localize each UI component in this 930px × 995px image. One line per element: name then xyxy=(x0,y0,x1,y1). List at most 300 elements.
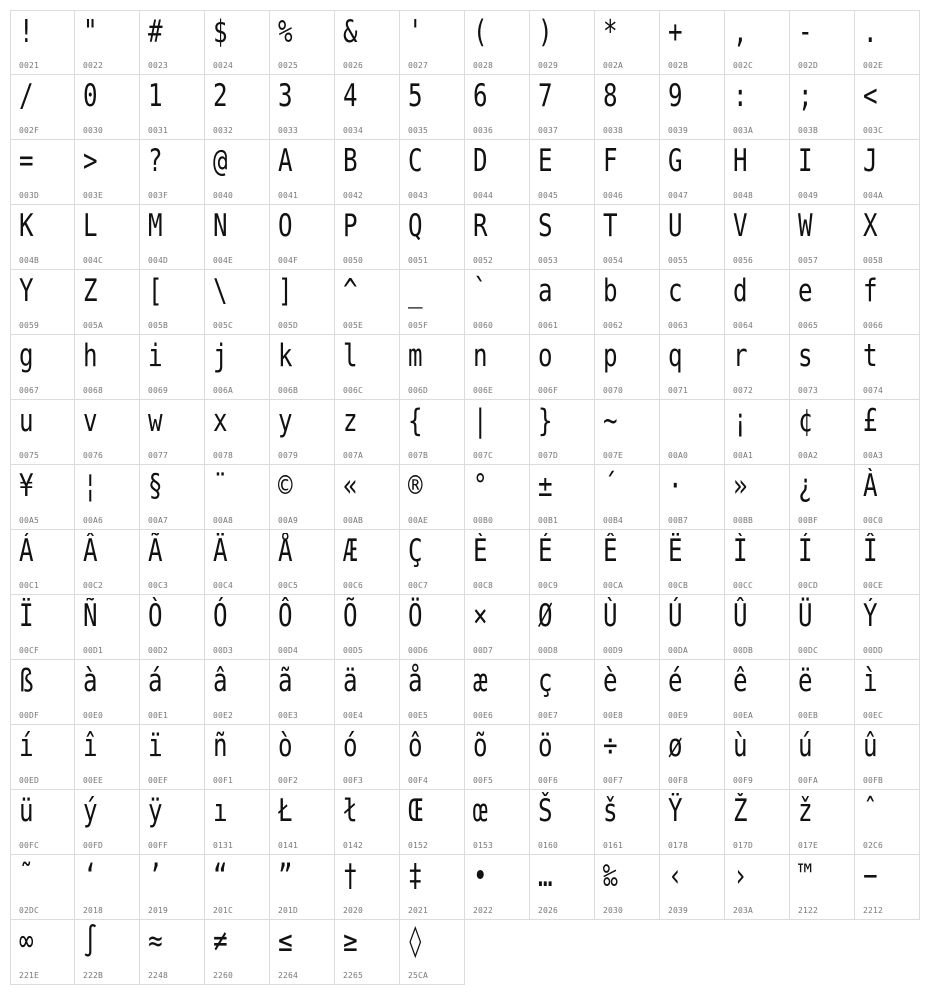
glyph-cell xyxy=(725,660,790,725)
glyph-codepoint: 02DC xyxy=(19,906,40,915)
glyph-character: ± xyxy=(538,468,553,504)
glyph-character: \ xyxy=(213,273,228,309)
glyph-cell xyxy=(10,660,75,725)
glyph-cell xyxy=(530,725,595,790)
glyph-character: ß xyxy=(19,663,34,699)
glyph-codepoint: 0068 xyxy=(83,386,104,395)
glyph-codepoint: 00A2 xyxy=(798,451,819,460)
glyph-cell xyxy=(75,270,140,335)
glyph-character: Y xyxy=(19,273,34,309)
glyph-character: & xyxy=(343,14,358,50)
glyph-codepoint: 2020 xyxy=(343,906,364,915)
glyph-codepoint: 0059 xyxy=(19,321,40,330)
glyph-codepoint: 00E1 xyxy=(148,711,169,720)
glyph-codepoint: 00C9 xyxy=(538,581,559,590)
glyph-character: 6 xyxy=(473,78,488,114)
glyph-cell xyxy=(75,790,140,855)
glyph-codepoint: 0023 xyxy=(148,61,169,70)
glyph-codepoint: 006E xyxy=(473,386,494,395)
glyph-character: ¡ xyxy=(733,403,748,439)
glyph-character: × xyxy=(473,598,488,634)
glyph-codepoint: 0063 xyxy=(668,321,689,330)
glyph-character: ê xyxy=(733,663,748,699)
glyph-codepoint: 00AE xyxy=(408,516,429,525)
glyph-character: Í xyxy=(798,533,813,569)
glyph-codepoint: 007B xyxy=(408,451,429,460)
glyph-cell xyxy=(400,660,465,725)
glyph-codepoint: 00E0 xyxy=(83,711,104,720)
glyph-cell xyxy=(335,10,400,75)
glyph-character: « xyxy=(343,468,358,504)
glyph-codepoint: 0032 xyxy=(213,126,234,135)
glyph-cell xyxy=(335,205,400,270)
glyph-character: è xyxy=(603,663,618,699)
glyph-cell xyxy=(205,660,270,725)
glyph-cell xyxy=(595,855,660,920)
glyph-codepoint: 0058 xyxy=(863,256,884,265)
glyph-codepoint: 00EA xyxy=(733,711,754,720)
glyph-codepoint: 006A xyxy=(213,386,234,395)
glyph-character: o xyxy=(538,338,553,374)
glyph-codepoint: 0026 xyxy=(343,61,364,70)
glyph-codepoint: 00EC xyxy=(863,711,884,720)
glyph-character: ı xyxy=(213,793,228,829)
glyph-cell xyxy=(400,725,465,790)
glyph-character: V xyxy=(733,208,748,244)
glyph-cell xyxy=(400,400,465,465)
glyph-codepoint: 006F xyxy=(538,386,559,395)
glyph-cell xyxy=(140,270,205,335)
glyph-character: » xyxy=(733,468,748,504)
glyph-character: S xyxy=(538,208,553,244)
glyph-codepoint: 00A9 xyxy=(278,516,299,525)
glyph-cell xyxy=(400,920,465,985)
glyph-cell xyxy=(595,725,660,790)
glyph-cell xyxy=(725,335,790,400)
glyph-character: k xyxy=(278,338,293,374)
glyph-cell xyxy=(660,790,725,855)
glyph-character: r xyxy=(733,338,748,374)
glyph-codepoint: 0041 xyxy=(278,191,299,200)
glyph-codepoint: 0039 xyxy=(668,126,689,135)
glyph-cell xyxy=(205,10,270,75)
glyph-codepoint: 0061 xyxy=(538,321,559,330)
glyph-codepoint: 0070 xyxy=(603,386,624,395)
glyph-character: ˆ xyxy=(863,793,878,829)
glyph-codepoint: 00D7 xyxy=(473,646,494,655)
glyph-cell xyxy=(530,10,595,75)
glyph-character: - xyxy=(798,14,813,50)
glyph-character: ] xyxy=(278,273,293,309)
glyph-character: 3 xyxy=(278,78,293,114)
glyph-codepoint: 00E3 xyxy=(278,711,299,720)
glyph-codepoint: 005B xyxy=(148,321,169,330)
glyph-codepoint: 002D xyxy=(798,61,819,70)
glyph-character: j xyxy=(213,338,228,374)
glyph-codepoint: 00F9 xyxy=(733,776,754,785)
glyph-codepoint: 003D xyxy=(19,191,40,200)
glyph-codepoint: 00C8 xyxy=(473,581,494,590)
glyph-character: F xyxy=(603,143,618,179)
glyph-character: Ã xyxy=(148,533,163,569)
glyph-codepoint: 00FB xyxy=(863,776,884,785)
glyph-codepoint: 002F xyxy=(19,126,40,135)
glyph-character: i xyxy=(148,338,163,374)
glyph-codepoint: 004C xyxy=(83,256,104,265)
glyph-character: ý xyxy=(83,793,98,829)
glyph-cell xyxy=(595,335,660,400)
glyph-character: Ë xyxy=(668,533,683,569)
glyph-codepoint: 00DF xyxy=(19,711,40,720)
glyph-cell xyxy=(270,530,335,595)
glyph-cell xyxy=(855,790,920,855)
glyph-codepoint: 0056 xyxy=(733,256,754,265)
glyph-cell xyxy=(10,270,75,335)
glyph-cell xyxy=(855,205,920,270)
glyph-codepoint: 00E9 xyxy=(668,711,689,720)
glyph-cell xyxy=(465,400,530,465)
glyph-cell xyxy=(530,855,595,920)
glyph-character: Ž xyxy=(733,793,748,829)
glyph-codepoint: 201D xyxy=(278,906,299,915)
glyph-cell xyxy=(660,400,725,465)
glyph-cell xyxy=(140,75,205,140)
glyph-character: v xyxy=(83,403,98,439)
glyph-cell xyxy=(75,400,140,465)
glyph-character: l xyxy=(343,338,358,374)
glyph-character: H xyxy=(733,143,748,179)
glyph-character: † xyxy=(343,858,358,894)
glyph-cell xyxy=(75,10,140,75)
glyph-codepoint: 0078 xyxy=(213,451,234,460)
glyph-codepoint: 003F xyxy=(148,191,169,200)
glyph-codepoint: 005E xyxy=(343,321,364,330)
glyph-codepoint: 00C7 xyxy=(408,581,429,590)
glyph-character: š xyxy=(603,793,618,829)
glyph-cell xyxy=(205,75,270,140)
glyph-codepoint: 0035 xyxy=(408,126,429,135)
glyph-codepoint: 0074 xyxy=(863,386,884,395)
glyph-character: Ú xyxy=(668,598,683,634)
glyph-character: å xyxy=(408,663,423,699)
glyph-cell xyxy=(140,400,205,465)
glyph-cell xyxy=(10,400,75,465)
glyph-codepoint: 0066 xyxy=(863,321,884,330)
glyph-codepoint: 25CA xyxy=(408,971,429,980)
glyph-character: • xyxy=(473,858,488,894)
glyph-codepoint: 0027 xyxy=(408,61,429,70)
glyph-character: D xyxy=(473,143,488,179)
glyph-cell xyxy=(790,10,855,75)
glyph-cell xyxy=(465,205,530,270)
glyph-codepoint: 00C1 xyxy=(19,581,40,590)
glyph-cell xyxy=(465,75,530,140)
glyph-codepoint: 00F6 xyxy=(538,776,559,785)
glyph-codepoint: 003B xyxy=(798,126,819,135)
glyph-character: < xyxy=(863,78,878,114)
glyph-character: ö xyxy=(538,728,553,764)
glyph-character: Ñ xyxy=(83,598,98,634)
glyph-cell xyxy=(855,75,920,140)
glyph-cell xyxy=(855,270,920,335)
glyph-cell xyxy=(725,595,790,660)
glyph-character: # xyxy=(148,14,163,50)
glyph-character: K xyxy=(19,208,34,244)
glyph-character: h xyxy=(83,338,98,374)
glyph-codepoint: 00DB xyxy=(733,646,754,655)
glyph-cell xyxy=(855,660,920,725)
glyph-codepoint: 00DC xyxy=(798,646,819,655)
glyph-cell xyxy=(790,335,855,400)
glyph-character: 4 xyxy=(343,78,358,114)
glyph-codepoint: 0050 xyxy=(343,256,364,265)
glyph-character: ë xyxy=(798,663,813,699)
glyph-codepoint: 00D8 xyxy=(538,646,559,655)
glyph-codepoint: 00A0 xyxy=(668,451,689,460)
glyph-codepoint: 004B xyxy=(19,256,40,265)
glyph-character: ˜ xyxy=(19,858,34,894)
glyph-character: ø xyxy=(668,728,683,764)
glyph-codepoint: 0034 xyxy=(343,126,364,135)
glyph-codepoint: 2021 xyxy=(408,906,429,915)
glyph-cell xyxy=(725,725,790,790)
glyph-codepoint: 007C xyxy=(473,451,494,460)
glyph-character: ∫ xyxy=(83,923,98,959)
glyph-codepoint: 0052 xyxy=(473,256,494,265)
glyph-cell xyxy=(140,595,205,660)
glyph-cell xyxy=(270,660,335,725)
glyph-codepoint: 0040 xyxy=(213,191,234,200)
glyph-character: * xyxy=(603,14,618,50)
glyph-character: 1 xyxy=(148,78,163,114)
glyph-codepoint: 2260 xyxy=(213,971,234,980)
glyph-codepoint: 00CB xyxy=(668,581,689,590)
glyph-character: 9 xyxy=(668,78,683,114)
glyph-codepoint: 00EF xyxy=(148,776,169,785)
glyph-cell xyxy=(400,335,465,400)
glyph-character: ≤ xyxy=(278,923,293,959)
glyph-character: u xyxy=(19,403,34,439)
glyph-cell xyxy=(140,725,205,790)
glyph-cell xyxy=(335,920,400,985)
glyph-codepoint: 0062 xyxy=(603,321,624,330)
glyph-codepoint: 0021 xyxy=(19,61,40,70)
glyph-character: X xyxy=(863,208,878,244)
glyph-codepoint: 00D5 xyxy=(343,646,364,655)
glyph-cell xyxy=(75,465,140,530)
glyph-character: J xyxy=(863,143,878,179)
glyph-cell xyxy=(205,530,270,595)
glyph-cell xyxy=(790,140,855,205)
glyph-character: z xyxy=(343,403,358,439)
glyph-cell xyxy=(10,790,75,855)
glyph-character: Š xyxy=(538,793,553,829)
glyph-character: ≈ xyxy=(148,923,163,959)
glyph-character: Z xyxy=(83,273,98,309)
glyph-cell xyxy=(75,75,140,140)
glyph-character: ‘ xyxy=(83,858,98,894)
glyph-codepoint: 02C6 xyxy=(863,841,884,850)
glyph-character: b xyxy=(603,273,618,309)
glyph-cell xyxy=(595,660,660,725)
glyph-codepoint: 00FC xyxy=(19,841,40,850)
glyph-character: W xyxy=(798,208,813,244)
glyph-codepoint: 00B4 xyxy=(603,516,624,525)
glyph-codepoint: 00EB xyxy=(798,711,819,720)
glyph-codepoint: 00C2 xyxy=(83,581,104,590)
glyph-cell xyxy=(855,400,920,465)
glyph-codepoint: 0073 xyxy=(798,386,819,395)
glyph-cell xyxy=(335,140,400,205)
glyph-character: s xyxy=(798,338,813,374)
glyph-codepoint: 0064 xyxy=(733,321,754,330)
glyph-character: $ xyxy=(213,14,228,50)
glyph-codepoint: 005D xyxy=(278,321,299,330)
glyph-cell xyxy=(790,855,855,920)
glyph-codepoint: 003A xyxy=(733,126,754,135)
glyph-cell xyxy=(140,465,205,530)
glyph-character: ô xyxy=(408,728,423,764)
glyph-character: [ xyxy=(148,273,163,309)
glyph-character: 7 xyxy=(538,78,553,114)
glyph-cell xyxy=(725,10,790,75)
glyph-codepoint: 2030 xyxy=(603,906,624,915)
glyph-codepoint: 222B xyxy=(83,971,104,980)
glyph-character: Å xyxy=(278,533,293,569)
glyph-codepoint: 003C xyxy=(863,126,884,135)
glyph-character: Î xyxy=(863,533,878,569)
glyph-cell xyxy=(530,205,595,270)
glyph-codepoint: 00F5 xyxy=(473,776,494,785)
glyph-cell xyxy=(270,205,335,270)
glyph-cell xyxy=(335,270,400,335)
glyph-character: Û xyxy=(733,598,748,634)
glyph-codepoint: 004E xyxy=(213,256,234,265)
glyph-character: N xyxy=(213,208,228,244)
glyph-cell xyxy=(790,270,855,335)
glyph-character: à xyxy=(83,663,98,699)
glyph-cell xyxy=(530,400,595,465)
glyph-codepoint: 00EE xyxy=(83,776,104,785)
glyph-character: % xyxy=(278,14,293,50)
glyph-codepoint: 0065 xyxy=(798,321,819,330)
glyph-cell xyxy=(595,530,660,595)
glyph-cell xyxy=(530,790,595,855)
glyph-cell xyxy=(465,790,530,855)
glyph-codepoint: 0071 xyxy=(668,386,689,395)
glyph-codepoint: 00AB xyxy=(343,516,364,525)
glyph-codepoint: 00A3 xyxy=(863,451,884,460)
glyph-character: 5 xyxy=(408,78,423,114)
glyph-cell xyxy=(205,790,270,855)
glyph-cell xyxy=(335,530,400,595)
glyph-cell xyxy=(465,660,530,725)
glyph-character: ? xyxy=(148,143,163,179)
glyph-character: ž xyxy=(798,793,813,829)
glyph-codepoint: 00C0 xyxy=(863,516,884,525)
glyph-codepoint: 0037 xyxy=(538,126,559,135)
glyph-codepoint: 2264 xyxy=(278,971,299,980)
glyph-codepoint: 00BB xyxy=(733,516,754,525)
glyph-cell xyxy=(790,465,855,530)
glyph-codepoint: 0131 xyxy=(213,841,234,850)
glyph-codepoint: 0036 xyxy=(473,126,494,135)
glyph-cell xyxy=(790,725,855,790)
glyph-character: … xyxy=(538,858,553,894)
glyph-codepoint: 006B xyxy=(278,386,299,395)
glyph-character: á xyxy=(148,663,163,699)
glyph-codepoint: 0044 xyxy=(473,191,494,200)
glyph-codepoint: 0038 xyxy=(603,126,624,135)
glyph-cell xyxy=(270,920,335,985)
glyph-codepoint: 0152 xyxy=(408,841,429,850)
glyph-character: ł xyxy=(343,793,358,829)
glyph-codepoint: 00C5 xyxy=(278,581,299,590)
glyph-cell xyxy=(335,725,400,790)
glyph-codepoint: 00A6 xyxy=(83,516,104,525)
glyph-cell xyxy=(855,465,920,530)
glyph-character: ^ xyxy=(343,273,358,309)
glyph-codepoint: 203A xyxy=(733,906,754,915)
glyph-character: œ xyxy=(473,793,488,829)
glyph-codepoint: 00A7 xyxy=(148,516,169,525)
glyph-codepoint: 00F2 xyxy=(278,776,299,785)
glyph-codepoint: 00E8 xyxy=(603,711,624,720)
glyph-codepoint: 00C4 xyxy=(213,581,234,590)
glyph-codepoint: 0142 xyxy=(343,841,364,850)
glyph-codepoint: 002A xyxy=(603,61,624,70)
glyph-character: ÿ xyxy=(148,793,163,829)
glyph-character: t xyxy=(863,338,878,374)
glyph-character: ’ xyxy=(148,858,163,894)
glyph-character: æ xyxy=(473,663,488,699)
glyph-cell xyxy=(205,725,270,790)
glyph-cell xyxy=(140,920,205,985)
glyph-character: L xyxy=(83,208,98,244)
glyph-cell xyxy=(10,140,75,205)
glyph-cell xyxy=(595,10,660,75)
glyph-character: O xyxy=(278,208,293,244)
glyph-character: q xyxy=(668,338,683,374)
glyph-character: À xyxy=(863,468,878,504)
glyph-character: ÷ xyxy=(603,728,618,764)
glyph-character: C xyxy=(408,143,423,179)
glyph-character: ∞ xyxy=(19,923,34,959)
glyph-codepoint: 00A8 xyxy=(213,516,234,525)
glyph-cell xyxy=(10,920,75,985)
glyph-cell xyxy=(270,790,335,855)
glyph-cell xyxy=(10,465,75,530)
glyph-codepoint: 004D xyxy=(148,256,169,265)
glyph-character: Ç xyxy=(408,533,423,569)
glyph-codepoint: 2265 xyxy=(343,971,364,980)
glyph-character: = xyxy=(19,143,34,179)
glyph-cell xyxy=(725,530,790,595)
glyph-cell xyxy=(725,75,790,140)
glyph-codepoint: 0048 xyxy=(733,191,754,200)
glyph-character: w xyxy=(148,403,163,439)
glyph-codepoint: 00CE xyxy=(863,581,884,590)
glyph-cell xyxy=(465,530,530,595)
glyph-character: ¢ xyxy=(798,403,813,439)
glyph-codepoint: 00E7 xyxy=(538,711,559,720)
glyph-codepoint: 2039 xyxy=(668,906,689,915)
glyph-cell xyxy=(660,10,725,75)
glyph-cell xyxy=(660,465,725,530)
glyph-codepoint: 00DA xyxy=(668,646,689,655)
glyph-codepoint: 002E xyxy=(863,61,884,70)
glyph-cell xyxy=(725,465,790,530)
